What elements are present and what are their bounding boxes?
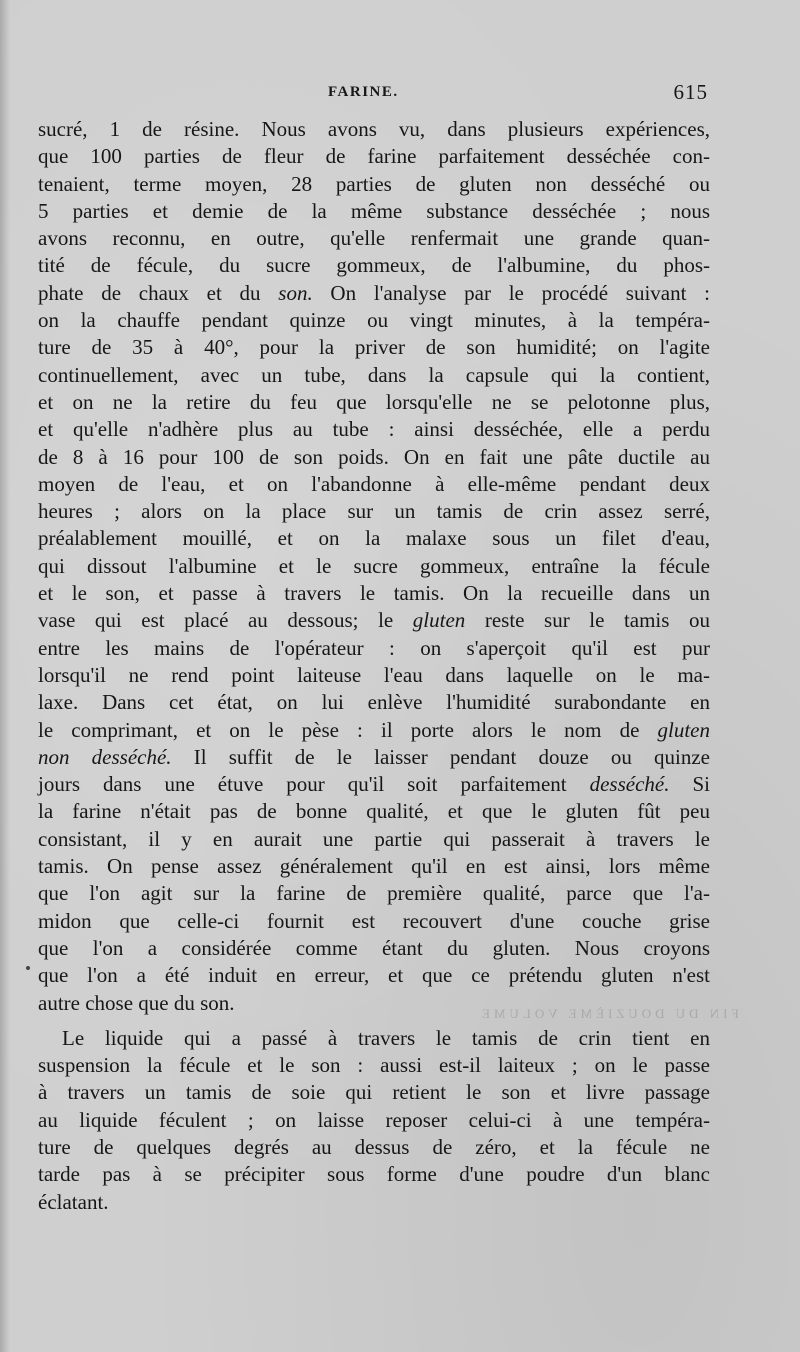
- text-line: consistant, il y en aurait une partie qui passerait à travers le: [38, 826, 710, 851]
- text-line: moyen de l'eau, et on l'abandonne à elle-même pendant deux: [38, 471, 710, 496]
- text-line: que l'on a considérée comme étant du gluten. Nous croyons: [38, 935, 710, 960]
- paragraph-gap: [38, 1017, 710, 1025]
- text-line: continuellement, avec un tube, dans la capsule qui la contient,: [38, 362, 710, 387]
- text-line: tité de fécule, du sucre gommeux, de l'albumine, du phos-: [38, 253, 710, 278]
- text-line: et on ne la retire du feu que lorsqu'elle ne se pelotonne plus,: [38, 389, 710, 414]
- text-line: laxe. Dans cet état, on lui enlève l'humidité surabondante en: [38, 690, 710, 715]
- italic-term: desséché.: [589, 772, 670, 797]
- text-line: tarde pas à se précipiter sous forme d'une poudre d'un blanc: [38, 1162, 710, 1187]
- italic-term: non desséché.: [38, 744, 172, 769]
- paragraph-1: [38, 116, 710, 1017]
- text-segment: On l'analyse par le procédé suivant :: [312, 280, 710, 305]
- text-segment: reste sur le tamis ou: [465, 608, 710, 633]
- text-line: avons reconnu, en outre, qu'elle renfermait une grande quan-: [38, 226, 710, 251]
- text-line: on la chauffe pendant quinze ou vingt minutes, à la tempéra-: [38, 308, 710, 333]
- text-line: et qu'elle n'adhère plus au tube : ainsi desséchée, elle a perdu: [38, 417, 710, 442]
- text-line: [38, 771, 710, 798]
- text-segment: phate de chaux et du: [38, 280, 279, 305]
- text-line: [38, 607, 710, 634]
- text-segment: jours dans une étuve pour qu'il soit parfaitement: [38, 772, 590, 797]
- bleed-through-text: FIN DU DOUZIÈME VOLUME: [478, 1006, 739, 1021]
- page-header: [38, 80, 708, 110]
- text-line: la farine n'était pas de bonne qualité, et que le gluten fût peu: [38, 799, 710, 824]
- text-line: tamis. On pense assez généralement qu'il en est ainsi, lors même: [38, 854, 710, 879]
- text-line: au liquide féculent ; on laisse reposer celui-ci à une tempéra-: [38, 1107, 710, 1132]
- text-line: [38, 280, 710, 307]
- running-title: FARINE.: [328, 84, 399, 100]
- text-line: suspension la fécule et le son : aussi est-il laiteux ; on le passe: [38, 1053, 710, 1078]
- text-segment: Il suffit de le laisser pendant douze ou quinze: [171, 744, 710, 769]
- margin-mark: [26, 966, 30, 970]
- text-segment: Si: [669, 772, 711, 797]
- text-segment: vase qui est placé au dessous; le: [38, 608, 413, 633]
- text-line: heures ; alors on la place sur un tamis de crin assez serré,: [38, 499, 710, 524]
- page-edge-shadow: [0, 0, 10, 1352]
- text-line: que l'on agit sur la farine de première qualité, parce que l'a-: [38, 881, 710, 906]
- italic-term: gluten: [412, 608, 466, 633]
- text-line: [38, 744, 710, 771]
- text-line: que 100 parties de fleur de farine parfaitement desséchée con-: [38, 144, 710, 169]
- text-line: qui dissout l'albumine et le sucre gommeux, entraîne la fécule: [38, 553, 710, 578]
- text-line: entre les mains de l'opérateur : on s'aperçoit qu'il est pur: [38, 635, 710, 660]
- text-line: Le liquide qui a passé à travers le tamis de crin tient en: [62, 1025, 710, 1050]
- text-line: ture de 35 à 40°, pour la priver de son humidité; on l'agite: [38, 335, 710, 360]
- text-line: midon que celle-ci fournit est recouvert d'une couche grise: [38, 908, 710, 933]
- italic-term: gluten: [657, 717, 710, 742]
- text-line: tenaient, terme moyen, 28 parties de gluten non desséché ou: [38, 171, 710, 196]
- text-line: et le son, et passe à travers le tamis. On la recueille dans un: [38, 581, 710, 606]
- page-number: 615: [673, 80, 708, 104]
- text-line: que l'on a été induit en erreur, et que ce prétendu gluten n'est: [38, 963, 710, 988]
- text-line: 5 parties et demie de la même substance desséchée ; nous: [38, 198, 710, 223]
- text-line: éclatant.: [38, 1189, 109, 1214]
- text-line: ture de quelques degrés au dessus de zéro, et la fécule ne: [38, 1134, 710, 1159]
- paragraph-2: [38, 1025, 710, 1216]
- text-segment: le comprimant, et on le pèse : il porte alors le nom de: [38, 717, 658, 742]
- text-line: lorsqu'il ne rend point laiteuse l'eau dans laquelle on le ma-: [38, 662, 710, 687]
- text-line: sucré, 1 de résine. Nous avons vu, dans plusieurs expériences,: [38, 117, 710, 141]
- text-line: de 8 à 16 pour 100 de son poids. On en fait une pâte ductile au: [38, 444, 710, 469]
- text-line: à travers un tamis de soie qui retient le son et livre passage: [38, 1080, 710, 1105]
- text-line: [38, 717, 710, 744]
- body-text: [38, 116, 710, 1216]
- italic-term: son.: [278, 280, 313, 305]
- text-line: autre chose que du son.: [38, 990, 235, 1015]
- text-line: préalablement mouillé, et on la malaxe sous un filet d'eau,: [38, 526, 710, 551]
